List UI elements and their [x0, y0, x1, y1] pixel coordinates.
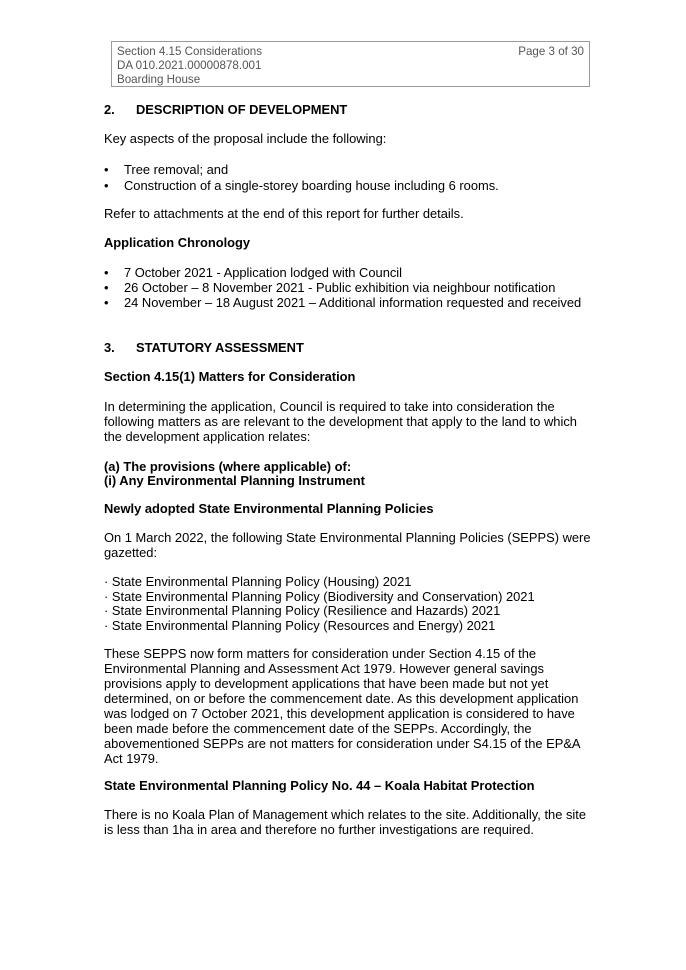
- list-item: · State Environmental Planning Policy (Resources and Energy) 2021: [104, 617, 496, 633]
- provisions-line-1: (a) The provisions (where applicable) of:: [104, 459, 352, 474]
- sepp-heading: Newly adopted State Environmental Planning Policies: [104, 501, 434, 516]
- header-section: Section 4.15 Considerations: [117, 45, 263, 58]
- middot-icon: ·: [104, 574, 109, 589]
- header-subject: Boarding House: [117, 73, 201, 86]
- koala-heading: State Environmental Planning Policy No. 44 – Koala Habitat Protection: [104, 778, 535, 793]
- chronology-heading: Application Chronology: [104, 235, 251, 250]
- page-number: Page 3 of 30: [518, 45, 584, 58]
- matters-heading: Section 4.15(1) Matters for Consideration: [104, 369, 356, 384]
- bullet-icon: •: [104, 280, 109, 295]
- list-item: · State Environmental Planning Policy (Biodiversity and Conservation) 2021: [104, 588, 535, 604]
- section-2-heading: 2. DESCRIPTION OF DEVELOPMENT: [104, 102, 348, 117]
- list-item: • Construction of a single-storey boarding house including 6 rooms.: [104, 178, 499, 193]
- middot-icon: ·: [104, 603, 109, 618]
- section-2-intro: Key aspects of the proposal include the following:: [104, 131, 387, 146]
- bullet-icon: •: [104, 265, 109, 280]
- bullet-icon: •: [104, 162, 109, 177]
- middot-icon: ·: [104, 588, 109, 604]
- sepp-list: [104, 574, 594, 632]
- list-item: • 26 October – 8 November 2021 - Public exhibition via neighbour notification: [104, 280, 556, 295]
- list-item: · State Environmental Planning Policy (Resilience and Hazards) 2021: [104, 603, 501, 618]
- proposal-bullets: [104, 162, 594, 194]
- section-3-heading: 3. STATUTORY ASSESSMENT: [104, 340, 304, 355]
- refer-attachments: Refer to attachments at the end of this report for further details.: [104, 206, 464, 221]
- list-item: • Tree removal; and: [104, 162, 229, 177]
- list-item: • 24 November – 18 August 2021 – Additional information requested and received: [104, 295, 582, 310]
- bullet-icon: •: [104, 178, 109, 193]
- header-da-number: DA 010.2021.00000878.001: [117, 59, 262, 72]
- provisions-line-2: (i) Any Environmental Planning Instrument: [104, 473, 365, 488]
- list-item: · State Environmental Planning Policy (Housing) 2021: [104, 574, 412, 589]
- list-item: • 7 October 2021 - Application lodged with Council: [104, 265, 403, 280]
- chronology-list: [104, 265, 594, 310]
- page-header: [111, 41, 590, 87]
- middot-icon: ·: [104, 617, 109, 633]
- bullet-icon: •: [104, 295, 109, 310]
